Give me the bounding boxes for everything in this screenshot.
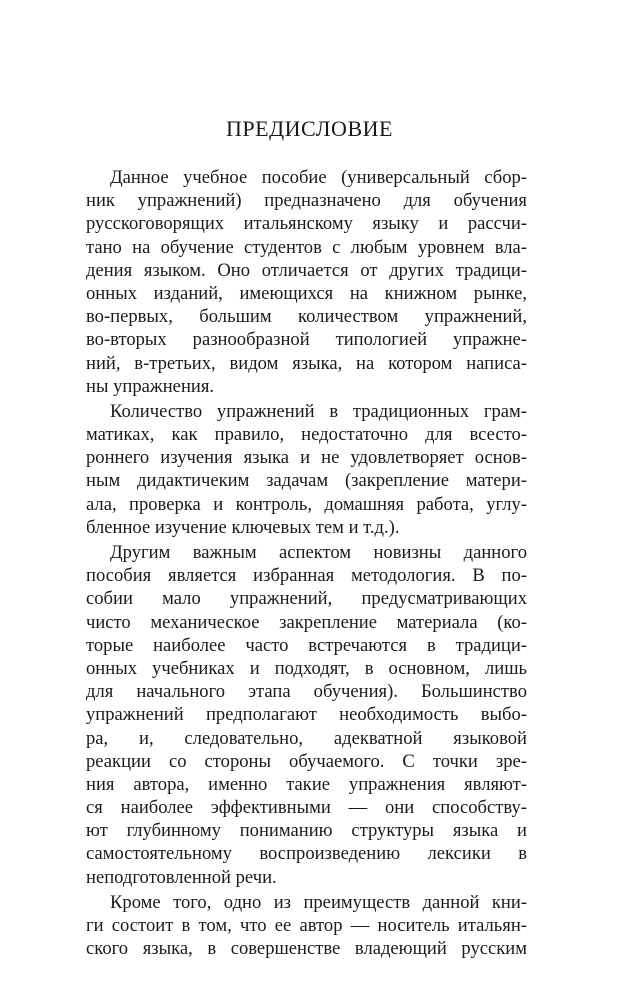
text-line: онных учебниках и подходят, в основном, лишь <box>86 657 527 679</box>
text-line: неподготовленной речи. <box>86 866 277 888</box>
text-line: бленное изучение ключевых тем и т.д.). <box>86 516 400 538</box>
text-line: тано на обучение студентов с любым уровнем вла- <box>86 236 527 258</box>
text-line: ра, и, следовательно, адекватной языковой <box>86 727 527 749</box>
text-line: самостоятельному воспроизведению лексики в <box>86 843 527 865</box>
text-line: Количество упражнений в традиционных грам- <box>110 400 527 422</box>
paragraph <box>86 166 527 398</box>
text-line: ник упражнений) предназначено для обучения <box>86 190 527 212</box>
text-line: собии мало упражнений, предусматривающих <box>86 588 527 610</box>
text-line: ний, в-третьих, видом языка, на котором написа- <box>86 352 527 374</box>
text-line: Другим важным аспектом новизны данного <box>110 542 527 563</box>
page-title: ПРЕДИСЛОВИЕ <box>226 116 393 141</box>
text-line: ны упражнения. <box>86 375 215 397</box>
text-line: русскоговорящих итальянскому языку и рассчи- <box>86 213 527 235</box>
text-line: Кроме того, одно из преимуществ данной кни- <box>110 891 527 913</box>
text-line: пособия является избранная методология. В по- <box>86 565 527 587</box>
text-line: ся наиболее эффективными — они способству- <box>86 797 527 819</box>
preface-body <box>86 166 527 962</box>
text-line: во-вторых разнообразной типологией упражне- <box>86 329 527 351</box>
text-line: ным дидактичеким задачам (закрепление матери- <box>86 470 527 492</box>
text-line: торые наиболее часто встречаются в традици- <box>86 634 527 656</box>
text-line: ского языка, в совершенстве владеющий русским <box>86 938 527 960</box>
text-line: упражнений предполагают необходимость выбо- <box>86 704 527 726</box>
text-line: дения языком. Оно отличается от других традици- <box>86 259 527 281</box>
text-line: ния автора, именно такие упражнения являют- <box>86 773 527 795</box>
text-line: матиках, как правило, недостаточно для всесто- <box>86 424 527 446</box>
text-line: онных изданий, имеющихся на книжном рынке, <box>86 282 527 304</box>
text-line: роннего изучения языка и не удовлетворяет основ- <box>86 447 527 469</box>
text-line: Данное учебное пособие (универсальный сбор- <box>110 167 527 188</box>
text-line: реакции со стороны обучаемого. С точки зре- <box>86 750 527 772</box>
paragraph <box>86 400 527 539</box>
text-line: во-первых, большим количеством упражнений, <box>86 306 527 328</box>
text-line: для начального этапа обучения). Большинство <box>86 681 527 703</box>
text-line: чисто механическое закрепление материала (ко- <box>86 611 527 633</box>
text-line: ют глубинному пониманию структуры языка и <box>86 820 527 842</box>
text-line: ги состоит в том, что ее автор — носитель итальян- <box>86 915 527 936</box>
text-line: ала, проверка и контроль, домашняя работа, углу- <box>86 493 527 515</box>
paragraph <box>86 541 527 889</box>
paragraph <box>86 891 527 961</box>
